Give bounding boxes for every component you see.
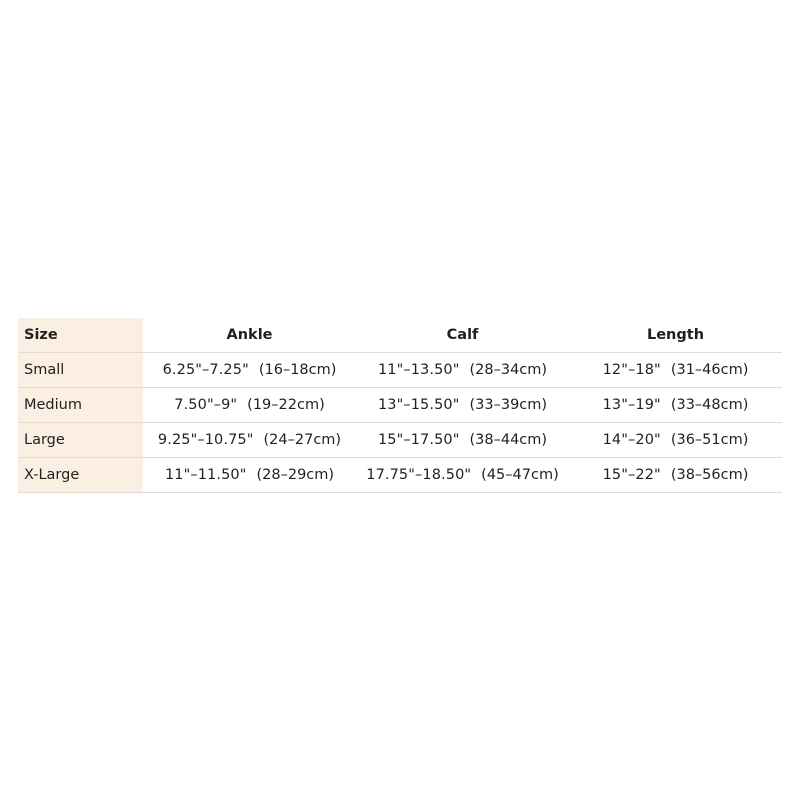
cell-length (569, 423, 782, 458)
cell-length-inches: 12"–18" (602, 362, 661, 378)
cell-size: X-Large (18, 458, 143, 493)
table-header (18, 318, 782, 353)
cell-length-inches: 15"–22" (602, 467, 661, 483)
cell-calf-inches: 15"–17.50" (377, 432, 460, 448)
table-body (18, 353, 782, 493)
column-header-ankle: Ankle (143, 318, 356, 353)
cell-calf-cm: (45–47cm) (481, 467, 559, 483)
cell-ankle-inches: 6.25"–7.25" (162, 362, 249, 378)
size-chart-table (18, 318, 782, 493)
cell-ankle (143, 353, 356, 388)
cell-ankle-cm: (28–29cm) (256, 467, 335, 483)
table-row (18, 423, 782, 458)
table-row (18, 353, 782, 388)
cell-ankle (143, 388, 356, 423)
cell-calf-inches: 13"–15.50" (377, 397, 460, 413)
table-row (18, 458, 782, 493)
table-header-row (18, 318, 782, 353)
cell-ankle-inches: 9.25"–10.75" (157, 432, 254, 448)
cell-size: Small (18, 353, 143, 388)
cell-calf-cm: (33–39cm) (469, 397, 548, 413)
cell-length-cm: (33–48cm) (670, 397, 749, 413)
cell-calf (356, 423, 569, 458)
cell-ankle-cm: (16–18cm) (258, 362, 337, 378)
cell-length (569, 458, 782, 493)
cell-calf-cm: (38–44cm) (469, 432, 548, 448)
cell-ankle-inches: 7.50"–9" (174, 397, 238, 413)
cell-size: Large (18, 423, 143, 458)
cell-length-cm: (31–46cm) (670, 362, 749, 378)
cell-ankle (143, 458, 356, 493)
cell-size: Medium (18, 388, 143, 423)
cell-length-inches: 13"–19" (602, 397, 661, 413)
cell-calf-inches: 11"–13.50" (377, 362, 460, 378)
column-header-length: Length (569, 318, 782, 353)
cell-ankle-inches: 11"–11.50" (164, 467, 247, 483)
cell-length-cm: (36–51cm) (670, 432, 749, 448)
cell-ankle (143, 423, 356, 458)
cell-ankle-cm: (24–27cm) (263, 432, 342, 448)
cell-length-inches: 14"–20" (602, 432, 661, 448)
cell-calf (356, 458, 569, 493)
cell-calf (356, 388, 569, 423)
cell-length-cm: (38–56cm) (670, 467, 749, 483)
cell-calf (356, 353, 569, 388)
cell-calf-inches: 17.75"–18.50" (366, 467, 472, 483)
cell-calf-cm: (28–34cm) (469, 362, 548, 378)
cell-length (569, 388, 782, 423)
table-row (18, 388, 782, 423)
column-header-calf: Calf (356, 318, 569, 353)
column-header-size: Size (18, 318, 143, 353)
cell-ankle-cm: (19–22cm) (247, 397, 325, 413)
cell-length (569, 353, 782, 388)
